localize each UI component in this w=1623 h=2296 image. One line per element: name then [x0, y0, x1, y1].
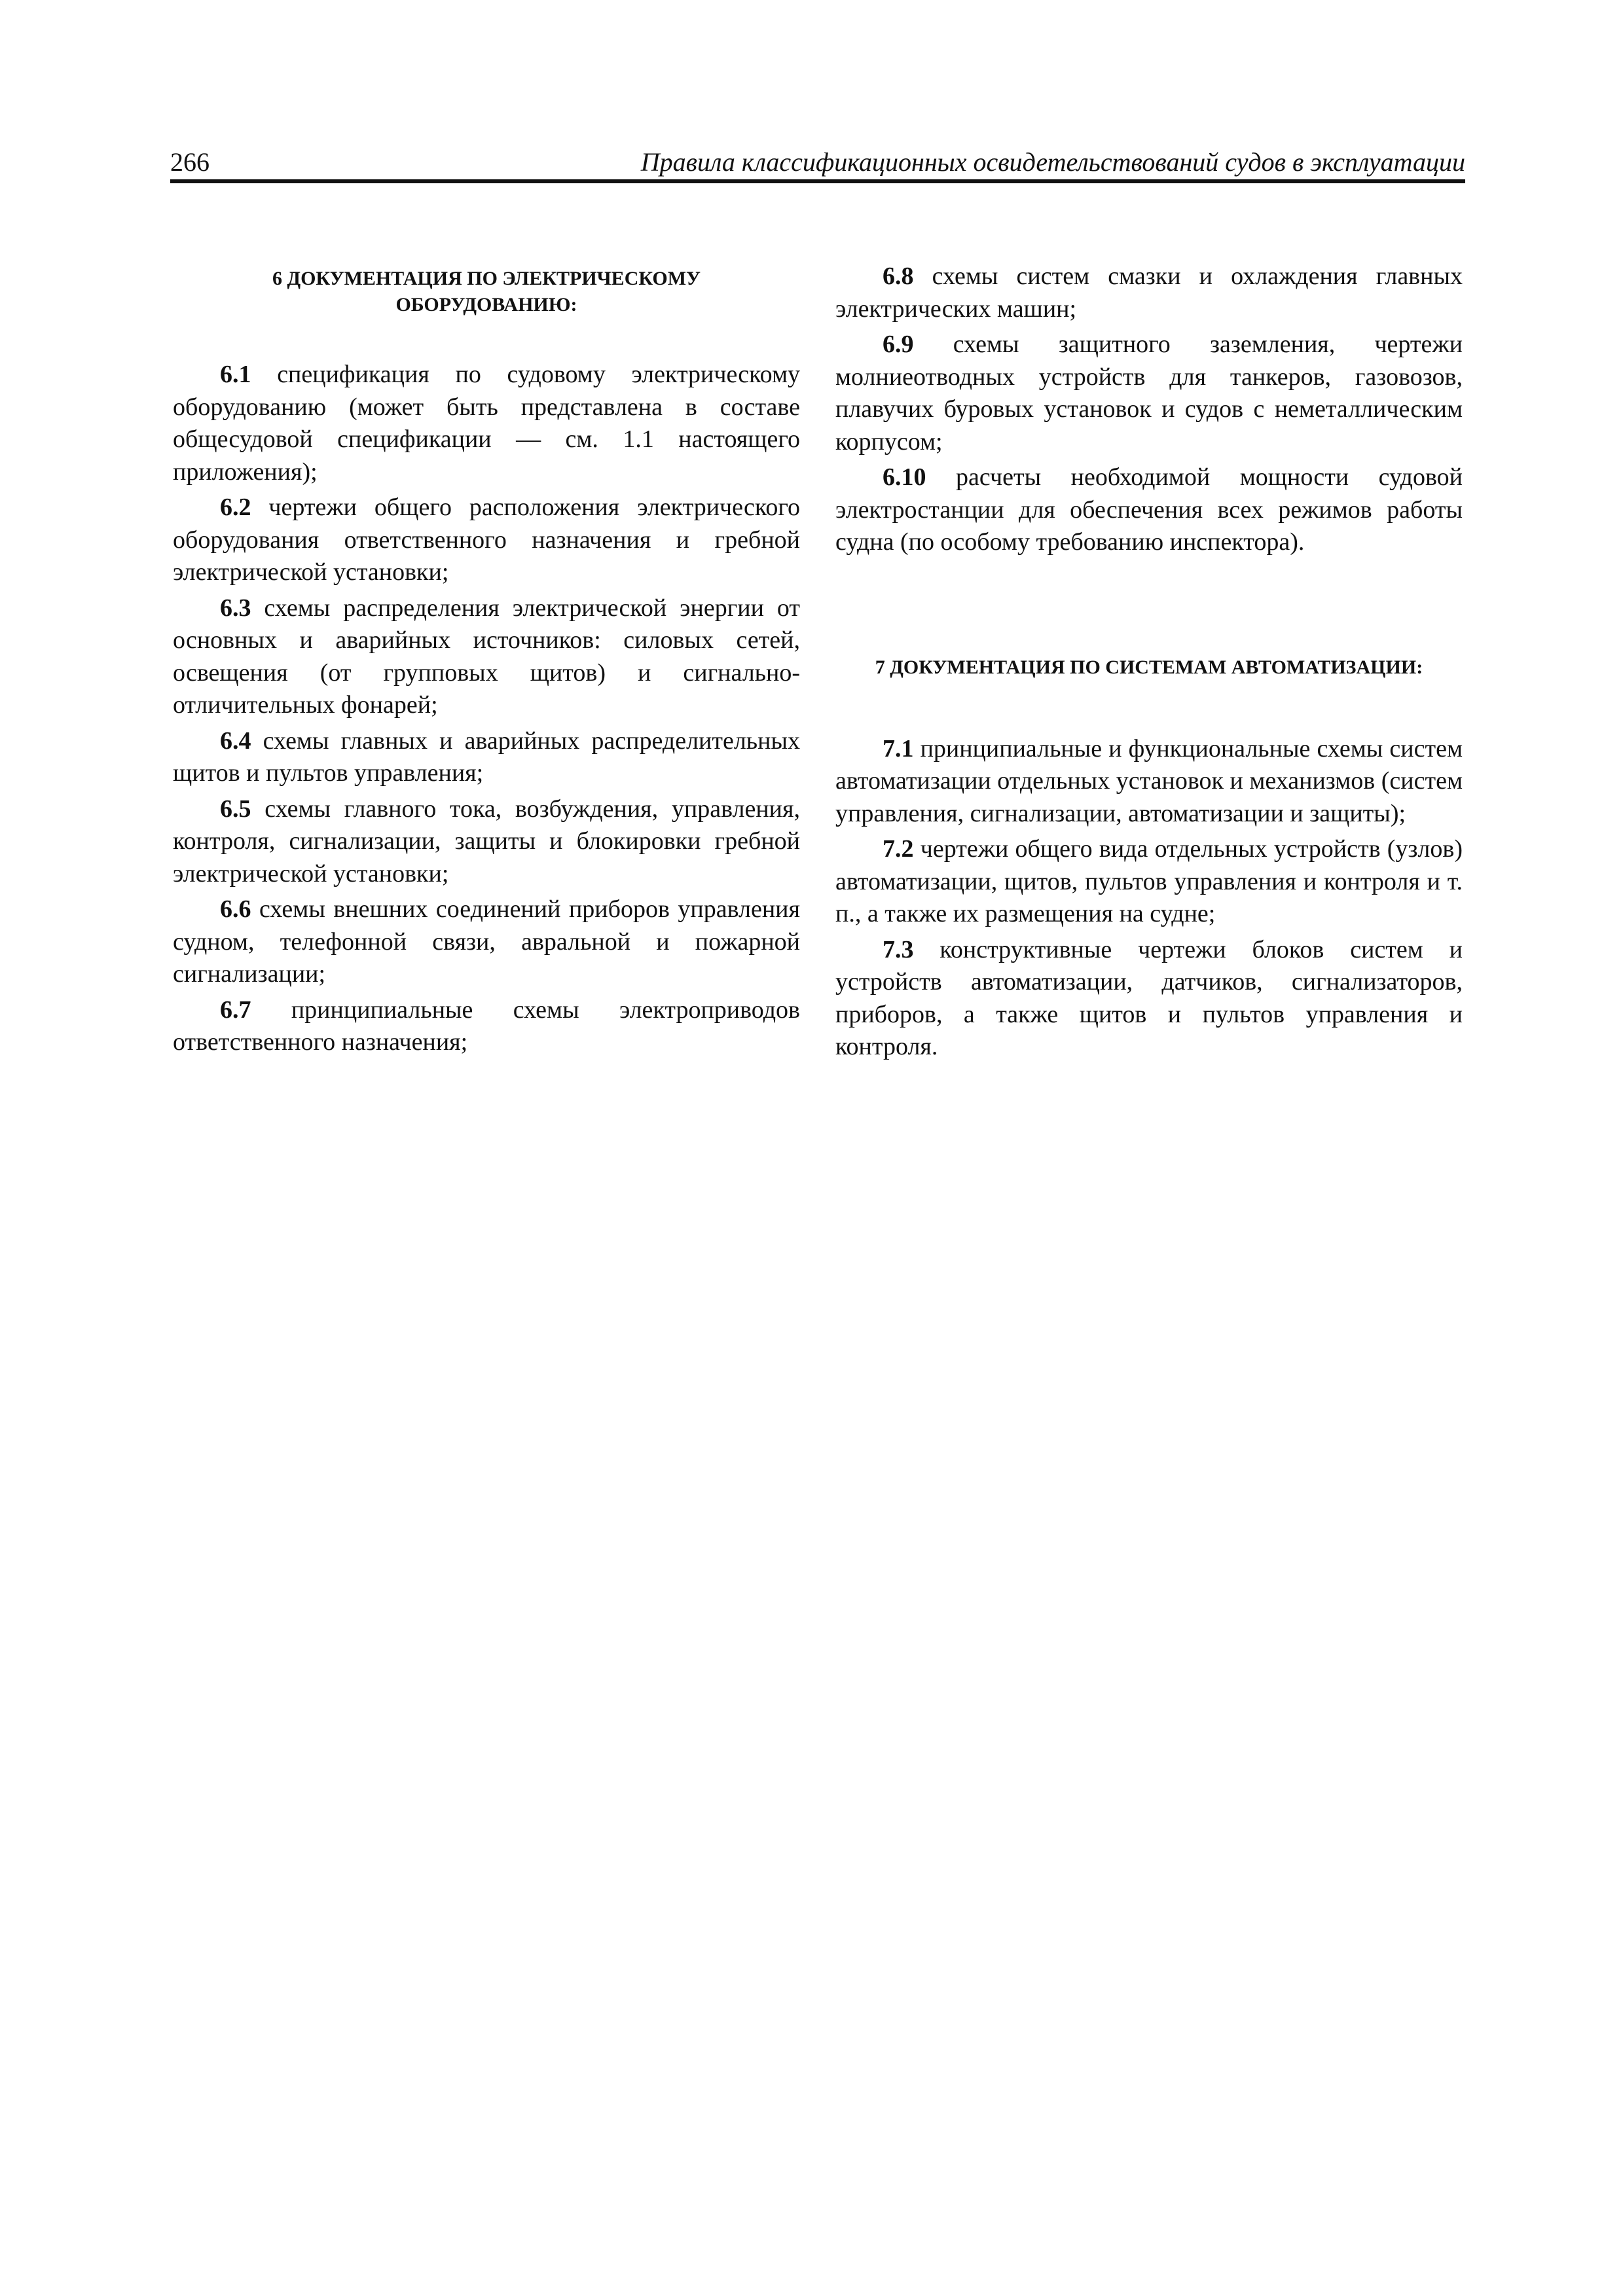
- page-header: [170, 147, 1465, 183]
- running-title: Правила классификационных освидетельствований судов в эксплуатации: [640, 147, 1465, 177]
- item-6-7: 6.7 принципиальные схемы электроприводов ответственного назначения;: [173, 996, 800, 1056]
- item-7-3: 7.3 конструктивные чертежи блоков систем и устройств автоматизации, датчиков, сигнализаторов, приборов, а также щитов и пультов управления и контроля.: [835, 935, 1463, 1060]
- item-6-9: 6.9 схемы защитного заземления, чертежи молниеотводных устройств для танкеров, газовозов, плавучих буровых установок и судов с неметаллическим корпусом;: [835, 331, 1463, 456]
- left-column: [173, 260, 800, 1062]
- item-6-5: 6.5 схемы главного тока, возбуждения, управления, контроля, сигнализации, защиты и блокировки гребной электрической установки;: [173, 795, 800, 888]
- section-6-heading: 6 ДОКУМЕНТАЦИЯ ПО ЭЛЕКТРИЧЕСКОМУ ОБОРУДОВАНИЮ:: [272, 268, 701, 315]
- item-6-4: 6.4 схемы главных и аварийных распределительных щитов и пультов управления;: [173, 726, 800, 787]
- item-6-2: 6.2 чертежи общего расположения электрического оборудования ответственного назначения и гребной электрической установки;: [173, 493, 800, 586]
- page-number: 266: [170, 147, 210, 177]
- item-6-6: 6.6 схемы внешних соединений приборов управления судном, телефонной связи, авральной и пожарной сигнализации;: [173, 895, 800, 988]
- item-6-10: 6.10 расчеты необходимой мощности судовой электростанции для обеспечения всех режимов работы судна (по особому требованию инспектора).: [835, 463, 1463, 556]
- item-7-1: 7.1 принципиальные и функциональные схемы систем автоматизации отдельных установок и механизмов (систем управления, сигнализации, автоматизации и защиты);: [835, 734, 1463, 827]
- section-7-heading: 7 ДОКУМЕНТАЦИЯ ПО СИСТЕМАМ АВТОМАТИЗАЦИИ:: [875, 656, 1423, 678]
- item-7-2: 7.2 чертежи общего вида отдельных устройств (узлов) автоматизации, щитов, пультов управления и контроля и т. п., а также их размещения на судне;: [835, 835, 1463, 927]
- right-column: [835, 260, 1463, 1067]
- item-6-3: 6.3 схемы распределения электрической энергии от основных и аварийных источников: силовых сетей, освещения (от групповых щитов) и сигнально-отличительных фонарей;: [173, 594, 800, 719]
- item-6-8: 6.8 схемы систем смазки и охлаждения главных электрических машин;: [835, 262, 1463, 323]
- item-6-1: 6.1 спецификация по судовому электрическому оборудованию (может быть представлена в составе общесудовой спецификации — см. 1.1 настоящего приложения);: [173, 361, 800, 486]
